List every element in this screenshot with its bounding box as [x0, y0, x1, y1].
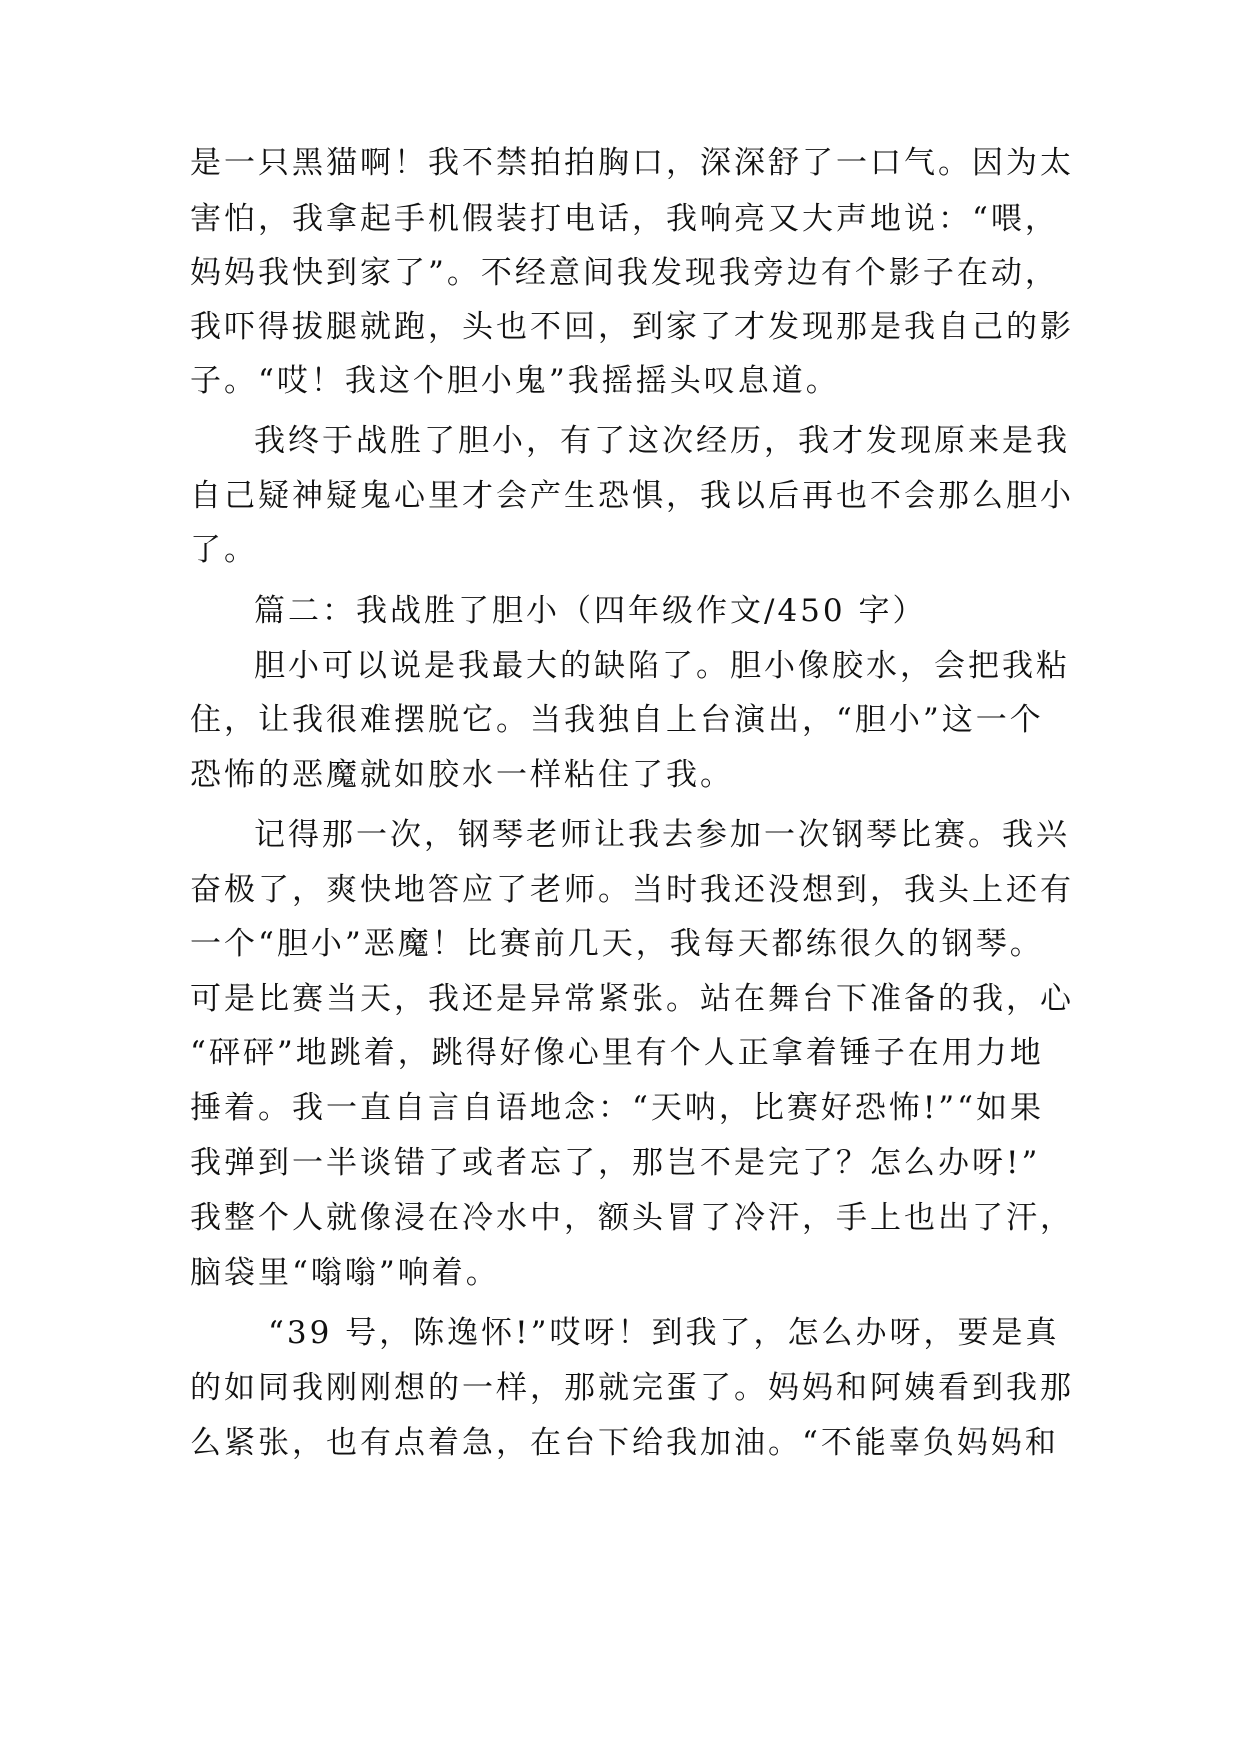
paragraph-first-line: 记得那一次，钢琴老师让我去参加一次钢琴比赛。我兴 — [254, 817, 1070, 853]
text-line: 奋极了，爽快地答应了老师。当时我还没想到，我头上还有 — [190, 872, 1074, 908]
text-line: 害怕，我拿起手机假装打电话，我响亮又大声地说：“喂， — [190, 201, 1059, 237]
text-line: 了。 — [190, 532, 258, 568]
text-line: 的如同我刚刚想的一样，那就完蛋了。妈妈和阿姨看到我那 — [190, 1370, 1074, 1406]
text-line: 我整个人就像浸在冷水中，额头冒了冷汗，手上也出了汗， — [190, 1200, 1074, 1236]
paragraph-first-line: “39 号，陈逸怀!”哎呀！到我了，怎么办呀，要是真 — [268, 1315, 1060, 1351]
text-line: 自己疑神疑鬼心里才会产生恐惧，我以后再也不会那么胆小 — [190, 478, 1074, 514]
text-line: 一个“胆小”恶魔！比赛前几天，我每天都练很久的钢琴。 — [190, 926, 1044, 962]
paragraph-first-line: 我终于战胜了胆小，有了这次经历，我才发现原来是我 — [254, 423, 1070, 459]
text-line: 脑袋里“嗡嗡”响着。 — [190, 1255, 500, 1291]
text-line: 子。“哎！我这个胆小鬼”我摇摇头叹息道。 — [190, 363, 840, 399]
text-line: 捶着。我一直自言自语地念：“天呐，比赛好恐怖!”“如果 — [190, 1090, 1044, 1126]
text-line: 可是比赛当天，我还是异常紧张。站在舞台下准备的我，心 — [190, 981, 1074, 1017]
text-line: 我弹到一半谈错了或者忘了，那岂不是完了？怎么办呀!” — [190, 1145, 1041, 1181]
text-line: “砰砰”地跳着，跳得好像心里有个人正拿着锤子在用力地 — [190, 1035, 1044, 1071]
text-line: 住，让我很难摆脱它。当我独自上台演出，“胆小”这一个 — [190, 702, 1044, 738]
text-line: 是一只黑猫啊！我不禁拍拍胸口，深深舒了一口气。因为太 — [190, 145, 1074, 181]
text-line: 妈妈我快到家了”。不经意间我发现我旁边有个影子在动， — [190, 255, 1059, 291]
text-line: 我吓得拔腿就跑，头也不回，到家了才发现那是我自己的影 — [190, 309, 1074, 345]
text-line: 恐怖的恶魔就如胶水一样粘住了我。 — [190, 757, 734, 793]
text-line: 么紧张，也有点着急，在台下给我加油。“不能辜负妈妈和 — [190, 1425, 1059, 1461]
paragraph-first-line: 胆小可以说是我最大的缺陷了。胆小像胶水，会把我粘 — [254, 648, 1070, 684]
section-heading: 篇二：我战胜了胆小（四年级作文/450 字） — [254, 593, 927, 629]
